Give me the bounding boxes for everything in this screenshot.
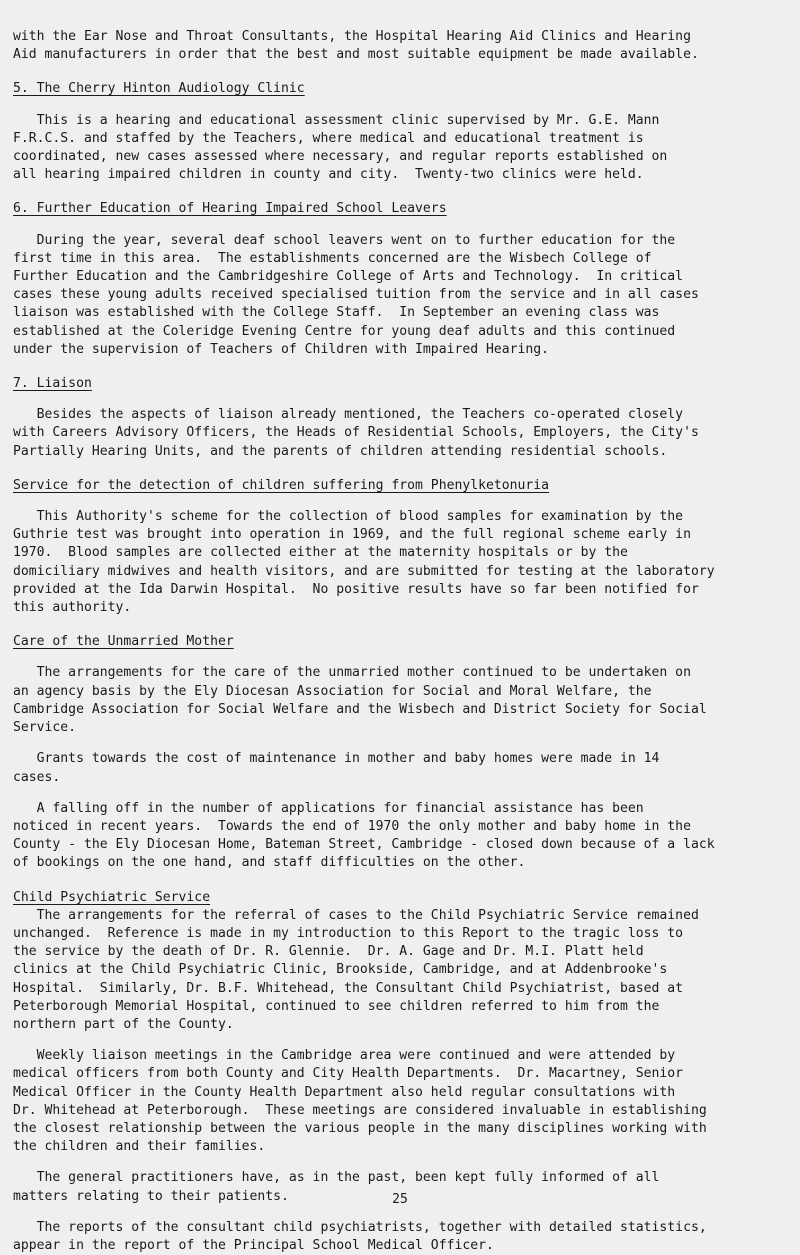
text-line: under the supervision of Teachers of Children with Impaired Hearing. xyxy=(13,341,550,357)
text-line: Peterborough Memorial Hospital, continued to see children referred to him from the xyxy=(13,998,660,1014)
text-line: clinics at the Child Psychiatric Clinic, Brookside, Cambridge, and at Addenbrooke's xyxy=(13,962,668,978)
text-line: Guthrie test was brought into operation in 1969, and the full regional scheme early in xyxy=(13,527,691,543)
section-heading: 5. The Cherry Hinton Audiology Clinic xyxy=(13,81,305,97)
section-heading: Care of the Unmarried Mother xyxy=(13,634,234,650)
text-line: first time in this area. The establishments concerned are the Wisbech College of xyxy=(13,250,652,266)
text-line: Hospital. Similarly, Dr. B.F. Whitehead, the Consultant Child Psychiatrist, based at xyxy=(13,980,684,996)
page-content xyxy=(13,28,789,1255)
text-line: Aid manufacturers in order that the best and most suitable equipment be made available. xyxy=(13,47,699,63)
text-line: noticed in recent years. Towards the end of 1970 the only mother and baby home in the xyxy=(13,818,691,834)
text-line: The general practitioners have, as in the past, been kept fully informed of all xyxy=(13,1170,660,1186)
text-line: cases. xyxy=(13,769,61,785)
text-line: Dr. Whitehead at Peterborough. These meetings are considered invaluable in establishing xyxy=(13,1102,707,1118)
text-line: with the Ear Nose and Throat Consultants, the Hospital Hearing Aid Clinics and Hearing xyxy=(13,29,691,44)
text-line: domiciliary midwives and health visitors, and are submitted for testing at the laboratory xyxy=(13,563,715,579)
text-line: northern part of the County. xyxy=(13,1016,234,1032)
section-unmarried-mother xyxy=(13,633,789,872)
text-line: Service. xyxy=(13,720,77,736)
page-number: 25 xyxy=(392,1192,408,1207)
text-line: cases these young adults received specialised tuition from the service and in all cases xyxy=(13,287,699,303)
section-heading: Child Psychiatric Service xyxy=(13,889,211,905)
text-line: Besides the aspects of liaison already mentioned, the Teachers co-operated closely xyxy=(13,407,684,423)
section-cherry-hinton xyxy=(13,80,789,184)
text-line: provided at the Ida Darwin Hospital. No positive results have so far been notified for xyxy=(13,581,699,597)
text-line: This Authority's scheme for the collection of blood samples for examination by the xyxy=(13,509,684,525)
text-line: A falling off in the number of applications for financial assistance has been xyxy=(13,800,644,816)
section-heading: 7. Liaison xyxy=(13,376,92,392)
text-line: Cambridge Association for Social Welfare and the Wisbech and District Society for Social xyxy=(13,701,707,717)
text-line: 1970. Blood samples are collected either at the maternity hospitals or by the xyxy=(13,545,628,561)
text-line: unchanged. Reference is made in my introduction to this Report to the tragic loss to xyxy=(13,925,684,941)
section-phenylketonuria xyxy=(13,477,789,617)
text-line: all hearing impaired children in county and city. Twenty-two clinics were held. xyxy=(13,167,644,183)
text-line: appear in the report of the Principal School Medical Officer. xyxy=(13,1237,494,1253)
text-line: the closest relationship between the various people in the many disciplines working with xyxy=(13,1120,707,1136)
text-line: an agency basis by the Ely Diocesan Association for Social and Moral Welfare, the xyxy=(13,683,652,699)
text-line: Grants towards the cost of maintenance in mother and baby homes were made in 14 xyxy=(13,751,660,767)
text-line: the service by the death of Dr. R. Glennie. Dr. A. Gage and Dr. M.I. Platt held xyxy=(13,944,644,960)
text-line: F.R.C.S. and staffed by the Teachers, where medical and educational treatment is xyxy=(13,130,644,146)
text-line: The arrangements for the care of the unmarried mother continued to be undertaken on xyxy=(13,665,691,681)
text-line: The arrangements for the referral of cases to the Child Psychiatric Service remained xyxy=(13,907,699,923)
text-line: matters relating to their patients. xyxy=(13,1188,289,1204)
text-line: of bookings on the one hand, and staff difficulties on the other. xyxy=(13,855,526,871)
text-line: the children and their families. xyxy=(13,1139,266,1155)
text-line: with Careers Advisory Officers, the Heads of Residential Schools, Employers, the City's xyxy=(13,425,699,441)
text-line: During the year, several deaf school leavers went on to further education for the xyxy=(13,232,676,248)
section-heading: Service for the detection of children suffering from Phenylketonuria xyxy=(13,477,550,493)
text-line: County - the Ely Diocesan Home, Bateman Street, Cambridge - closed down because of a lack xyxy=(13,837,715,853)
text-line: Weekly liaison meetings in the Cambridge area were continued and were attended by xyxy=(13,1048,676,1064)
text-line: medical officers from both County and City Health Departments. Dr. Macartney, Senior xyxy=(13,1066,684,1082)
section-liaison xyxy=(13,375,789,461)
text-line: this authority. xyxy=(13,600,132,616)
text-line: liaison was established with the College Staff. In September an evening class was xyxy=(13,305,660,321)
text-line: established at the Coleridge Evening Centre for young deaf adults and this continued xyxy=(13,323,676,339)
text-line: The reports of the consultant child psychiatrists, together with detailed statistics, xyxy=(13,1219,707,1235)
text-line: Medical Officer in the County Health Department also held regular consultations with xyxy=(13,1084,676,1100)
text-line: coordinated, new cases assessed where necessary, and regular reports established on xyxy=(13,149,668,165)
text-line: Further Education and the Cambridgeshire College of Arts and Technology. In critical xyxy=(13,269,684,285)
intro-paragraph xyxy=(13,28,789,64)
text-line: This is a hearing and educational assessment clinic supervised by Mr. G.E. Mann xyxy=(13,112,660,128)
text-line: Partially Hearing Units, and the parents of children attending residential schools. xyxy=(13,443,668,459)
section-further-education xyxy=(13,200,789,359)
section-heading: 6. Further Education of Hearing Impaired School Leavers xyxy=(13,201,447,217)
